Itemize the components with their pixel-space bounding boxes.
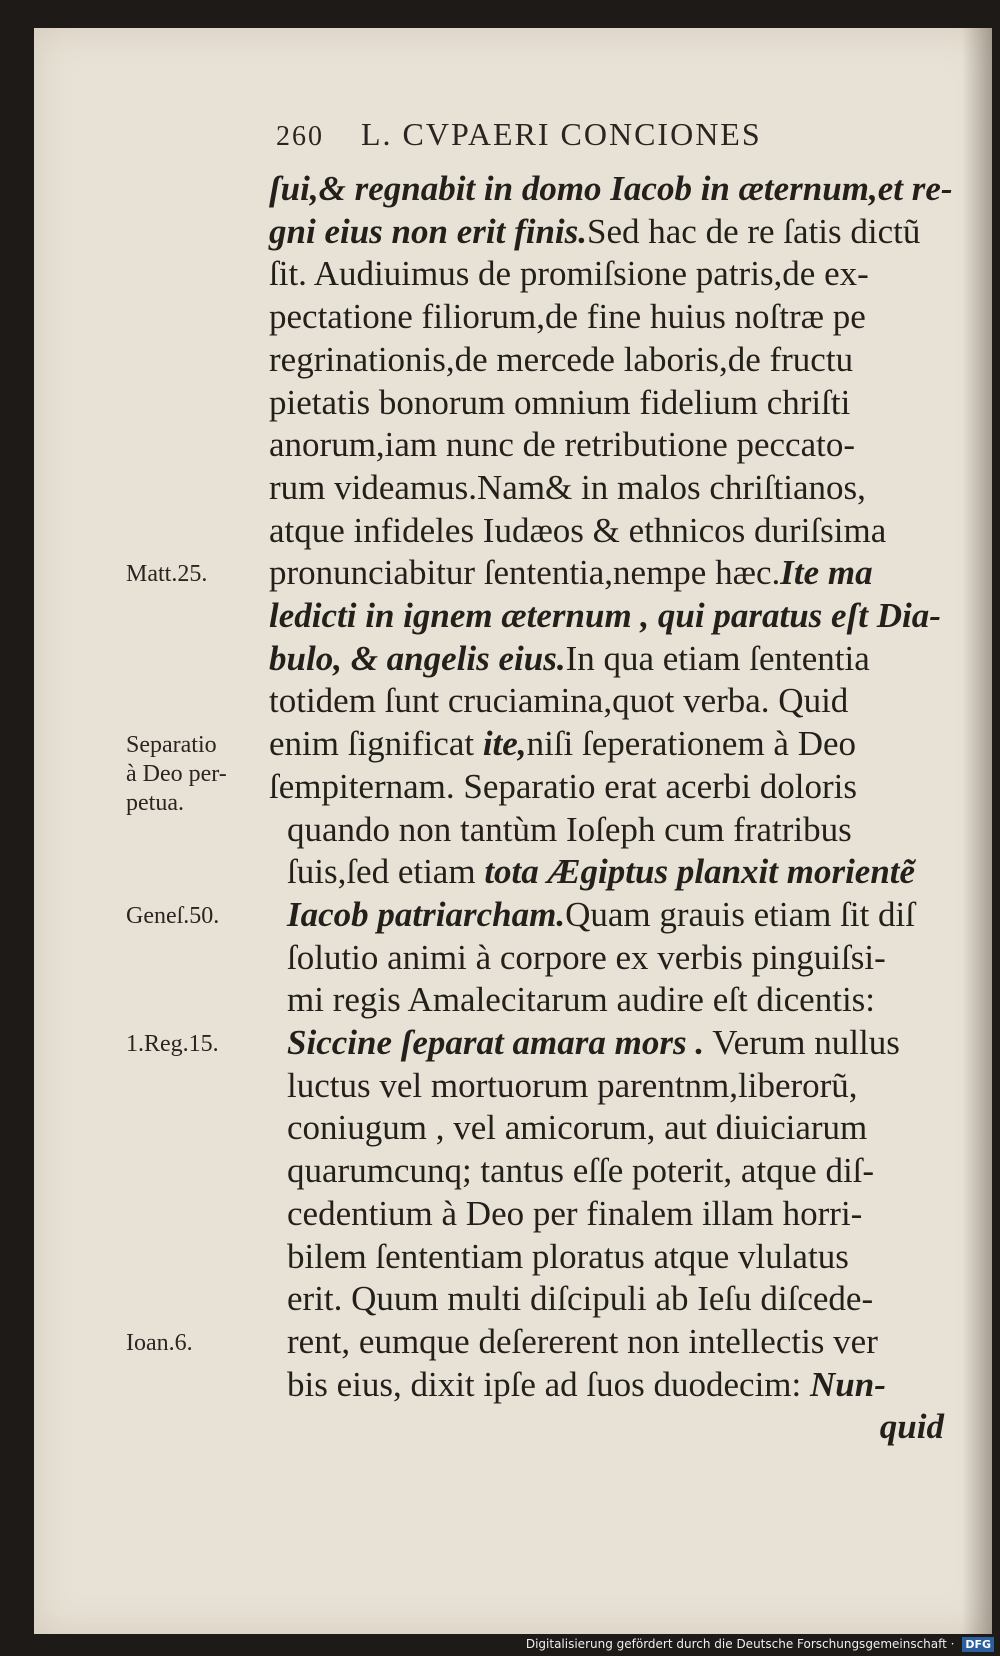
text-line <box>269 424 944 467</box>
body-text <box>269 168 953 1449</box>
roman-text: niſi ſeperationem à Deo <box>526 724 857 764</box>
roman-text: ſuis,ſed etiam <box>287 852 485 892</box>
text-line <box>269 979 944 1022</box>
roman-text: rent, eumque deſererent non intellectis ver <box>287 1321 878 1361</box>
italic-text: bulo, & angelis eius. <box>269 638 566 678</box>
margin-note <box>126 560 271 589</box>
roman-text: atque infideles Iudæos & ethnicos duriſsima <box>269 510 887 550</box>
margin-note-line: Matt.25. <box>126 561 208 588</box>
roman-text: ſempiternam. Separatio erat acerbi doloris <box>269 766 857 806</box>
italic-text: Siccine ſeparat amara mors . <box>287 1023 705 1063</box>
text-line <box>269 552 944 595</box>
text-line <box>269 211 944 254</box>
text-line <box>269 680 944 723</box>
text-line <box>269 766 944 809</box>
roman-text: ſit. Audiuimus de promiſsione patris,de ex- <box>269 254 869 294</box>
text-line <box>269 595 944 638</box>
margin-note <box>126 902 271 931</box>
italic-text: Nun- <box>810 1364 886 1404</box>
roman-text: quarumcunq; tantus eſſe poterit, atque diſ- <box>287 1151 875 1191</box>
margin-note-line: Ioan.6. <box>126 1329 193 1356</box>
italic-text: tota Ægiptus planxit morientẽ <box>484 852 916 892</box>
text-line <box>269 467 944 510</box>
running-title: L. CVPAERI CONCIONES <box>361 116 762 152</box>
text-line <box>269 1321 944 1364</box>
text-line <box>269 168 953 211</box>
dfg-logo: DFG <box>962 1637 994 1652</box>
roman-text: regrinationis,de mercede laboris,de fructu <box>269 339 854 379</box>
margin-note-line: Geneſ.50. <box>126 902 220 929</box>
text-line <box>269 809 944 852</box>
roman-text: anorum,iam nunc de retributione peccato- <box>269 425 856 465</box>
roman-text: enim ſignificat <box>269 724 483 764</box>
margin-note-line: 1.Reg.15. <box>126 1031 219 1057</box>
roman-text: In qua etiam ſententia <box>565 638 870 678</box>
italic-text: ſui,& regnabit in domo Iacob in æternum,et re- <box>269 169 953 208</box>
roman-text: pectatione filiorum,de fine huius noſtræ pe <box>269 297 866 337</box>
italic-text: gni eius non erit finis. <box>269 211 588 251</box>
roman-text: mi regis Amalecitarum audire eſt dicentis: <box>287 980 876 1020</box>
text-line <box>269 1107 944 1150</box>
italic-text: ite, <box>482 724 527 764</box>
roman-text: totidem ſunt cruciamina,quot verba. Quid <box>269 681 849 721</box>
margin-note <box>126 731 271 818</box>
roman-text: bis eius, dixit ipſe ad ſuos duodecim: <box>287 1364 811 1404</box>
roman-text: pietatis bonorum omnium fidelium chriſti <box>269 382 851 422</box>
roman-text: luctus vel mortuorum parentnm,liberorũ, <box>287 1065 858 1105</box>
page-number: 260 <box>276 121 324 152</box>
text-line <box>269 894 944 937</box>
text-line <box>269 510 944 553</box>
roman-text: rum videamus.Nam& in malos chriſtianos, <box>269 467 866 507</box>
text-line <box>269 638 944 681</box>
roman-text: cedentium à Deo per finalem illam horri- <box>287 1193 863 1233</box>
text-line <box>269 1236 944 1279</box>
margin-note <box>126 1329 271 1358</box>
roman-text: Quam grauis etiam ſit diſ <box>565 894 916 934</box>
roman-text: Sed hac de re ſatis dictũ <box>587 211 921 251</box>
footer-credit: Digitalisierung gefördert durch die Deutsche Forschungsgemeinschaft · <box>525 1637 955 1651</box>
margin-note <box>126 1030 271 1059</box>
margin-note-line: petua. <box>126 790 184 817</box>
digitization-footer <box>526 1637 994 1652</box>
text-line <box>269 382 944 425</box>
text-line <box>269 1065 944 1108</box>
text-line <box>269 339 944 382</box>
roman-text: pronunciabitur ſententia,nempe hæc. <box>269 553 781 593</box>
text-line <box>269 253 944 296</box>
italic-text: ledicti in ignem æternum , qui paratus eſt Dia- <box>269 596 941 636</box>
catchword: quid <box>879 1407 944 1447</box>
text-line <box>269 1193 944 1236</box>
text-line <box>269 723 944 766</box>
text-line <box>269 1150 944 1193</box>
roman-text: Verum nullus <box>704 1023 900 1063</box>
italic-text: Ite ma <box>780 553 873 593</box>
text-line <box>269 1364 944 1407</box>
page-header <box>276 116 916 153</box>
text-line <box>269 1022 944 1065</box>
book-page <box>34 28 992 1634</box>
roman-text: erit. Quum multi diſcipuli ab Ieſu diſcede- <box>287 1279 874 1319</box>
roman-text: coniugum , vel amicorum, aut diuiciarum <box>287 1108 868 1148</box>
roman-text: ſolutio animi à corpore ex verbis pinguiſsi- <box>287 937 886 977</box>
roman-text: quando non tantùm Ioſeph cum fratribus <box>287 809 852 849</box>
italic-text: Iacob patriarcham. <box>287 894 566 934</box>
roman-text: bilem ſententiam ploratus atque vlulatus <box>287 1236 849 1276</box>
margin-note-line: Separatio <box>126 732 217 759</box>
text-line <box>269 296 944 339</box>
margin-note-line: à Deo per- <box>126 761 227 788</box>
text-line <box>269 1278 944 1321</box>
text-line <box>269 851 944 894</box>
text-line <box>269 937 944 980</box>
